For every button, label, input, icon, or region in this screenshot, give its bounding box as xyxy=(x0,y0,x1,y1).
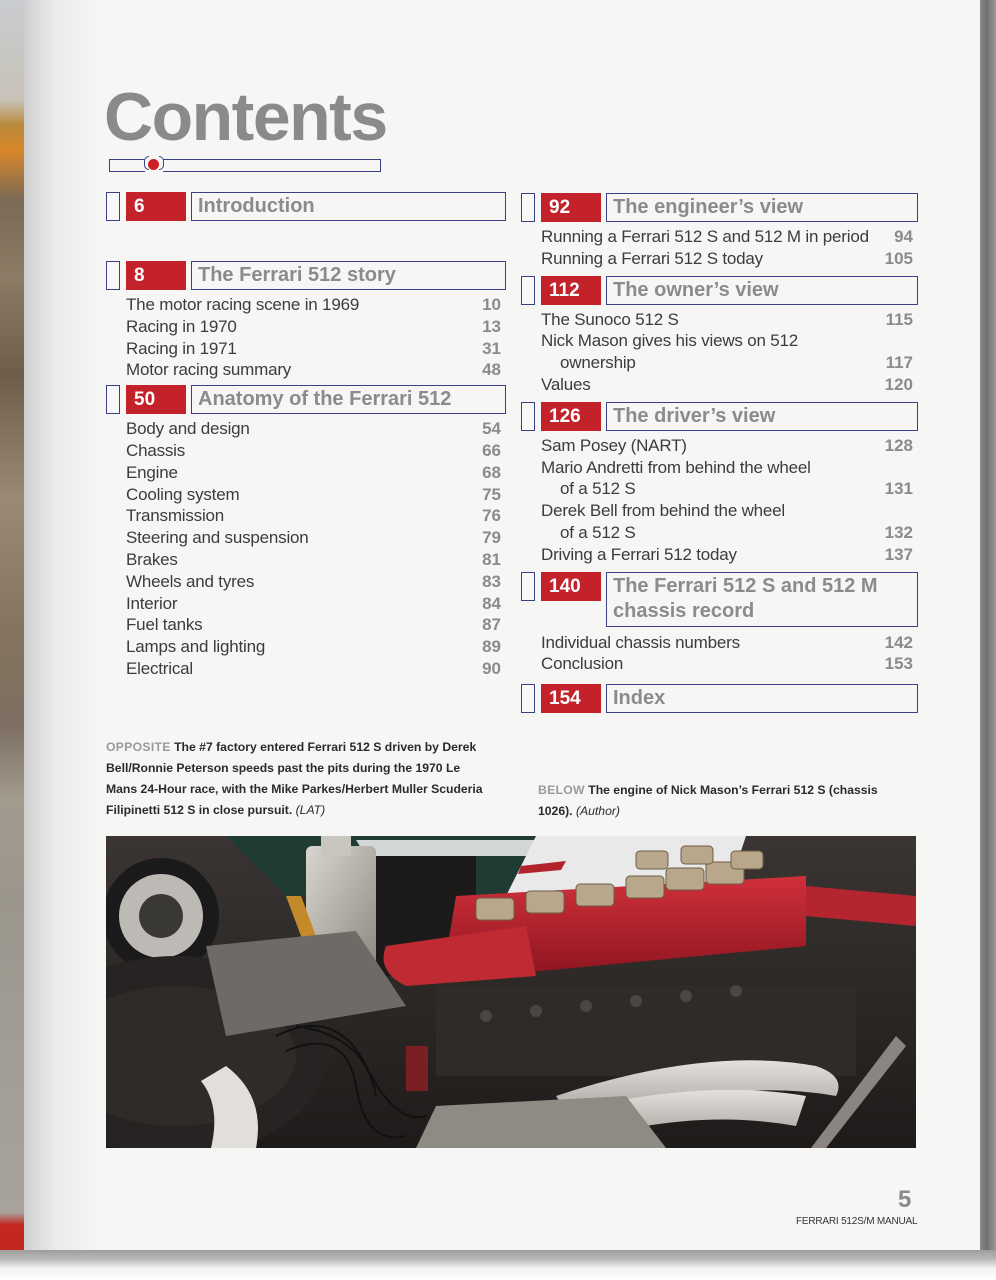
red-dot-icon xyxy=(148,159,159,170)
chapter-title: Anatomy of the Ferrari 512 xyxy=(191,385,506,414)
title-rule xyxy=(109,159,381,172)
toc-entry[interactable]: Conclusion 153 xyxy=(541,654,913,674)
toc-entry[interactable]: Interior 84 xyxy=(126,593,501,613)
page-title: Contents xyxy=(104,79,387,155)
toc-entry[interactable]: Electrical 90 xyxy=(126,658,501,678)
gutter-shade xyxy=(24,0,104,1250)
chapter-page-number: 50 xyxy=(126,385,186,414)
toc-entry[interactable]: Racing in 1970 13 xyxy=(126,316,501,336)
caption-text: The #7 factory entered Ferrari 512 S driven by Derek Bell/Ronnie Peterson speeds past the pits during the 1970 Le Mans 24-Hour race, with the Mike Parkes/Herbert Muller Scuderia Filipinetti 512 S in close pursuit. xyxy=(106,740,483,817)
toc-entry[interactable]: Nick Mason gives his views on 512 ownership 117 xyxy=(541,331,913,373)
chapter-entries xyxy=(521,226,918,270)
chapter-ferrari-512-story[interactable] xyxy=(106,261,506,290)
toc-entry[interactable]: Chassis 66 xyxy=(126,440,501,460)
chapter-stub xyxy=(521,276,535,305)
caption-credit: (LAT) xyxy=(295,803,326,817)
chapter-page-number: 126 xyxy=(541,402,601,431)
toc-entry[interactable]: Fuel tanks 87 xyxy=(126,615,501,635)
toc-entry[interactable]: Transmission 76 xyxy=(126,506,501,526)
chapter-page-number: 154 xyxy=(541,684,601,713)
toc-entry[interactable]: Body and design 54 xyxy=(126,419,501,439)
caption-below xyxy=(538,780,898,822)
toc-entry[interactable]: Lamps and lighting 89 xyxy=(126,637,501,657)
chapter-chassis-record[interactable] xyxy=(521,572,918,627)
toc-entry[interactable]: Driving a Ferrari 512 today 137 xyxy=(541,544,913,564)
facing-page-edge xyxy=(0,0,24,1250)
toc-entry[interactable]: Brakes 81 xyxy=(126,549,501,569)
chapter-stub xyxy=(106,385,120,414)
page-right-edge xyxy=(980,0,996,1258)
toc-entry[interactable]: Values 120 xyxy=(541,374,913,394)
toc-entry[interactable]: Mario Andretti from behind the wheel of a 512 S 131 xyxy=(541,457,913,499)
chapter-stub xyxy=(106,192,120,221)
title-rule-marker xyxy=(145,157,163,173)
chapter-stub xyxy=(521,684,535,713)
chapter-engineers-view[interactable] xyxy=(521,193,918,222)
toc-entry[interactable]: Running a Ferrari 512 S today 105 xyxy=(541,248,913,268)
caption-credit: (Author) xyxy=(575,804,620,818)
contents-left-column xyxy=(106,192,506,680)
chapter-title: The Ferrari 512 story xyxy=(191,261,506,290)
chapter-page-number: 112 xyxy=(541,276,601,305)
chapter-title: The driver’s view xyxy=(606,402,918,431)
toc-entry[interactable]: Engine 68 xyxy=(126,462,501,482)
contents-right-column xyxy=(521,193,918,713)
toc-entry[interactable]: The motor racing scene in 1969 10 xyxy=(126,295,501,314)
chapter-title: The Ferrari 512 S and 512 M chassis record xyxy=(606,572,918,627)
chapter-stub xyxy=(521,572,535,601)
chapter-entries xyxy=(521,632,918,676)
chapter-page-number: 8 xyxy=(126,261,186,290)
toc-entry[interactable]: The Sunoco 512 S 115 xyxy=(541,309,913,329)
toc-entry[interactable]: Derek Bell from behind the wheel of a 512 S 132 xyxy=(541,501,913,542)
toc-entry[interactable]: Individual chassis numbers 142 xyxy=(541,632,913,652)
toc-entry[interactable]: Racing in 1971 31 xyxy=(126,338,501,358)
chapter-page-number: 140 xyxy=(541,572,601,601)
chapter-entries xyxy=(106,294,506,381)
chapter-drivers-view[interactable] xyxy=(521,402,918,431)
chapter-stub xyxy=(521,193,535,222)
toc-entry[interactable]: Sam Posey (NART) 128 xyxy=(541,435,913,455)
chapter-anatomy[interactable] xyxy=(106,385,506,414)
running-footer: FERRARI 512S/M MANUAL xyxy=(796,1216,918,1227)
chapter-stub xyxy=(106,261,120,290)
chapter-index[interactable] xyxy=(521,684,918,713)
toc-entry[interactable]: Motor racing summary 48 xyxy=(126,360,501,380)
chapter-entries xyxy=(521,309,918,396)
chapter-introduction[interactable] xyxy=(106,192,506,221)
engine-photo xyxy=(106,836,916,1148)
caption-opposite xyxy=(106,737,486,821)
page-number: 5 xyxy=(898,1186,912,1213)
chapter-stub xyxy=(521,402,535,431)
chapter-title: The owner’s view xyxy=(606,276,918,305)
caption-keyword: OPPOSITE xyxy=(106,740,171,754)
chapter-page-number: 6 xyxy=(126,192,186,221)
chapter-owners-view[interactable] xyxy=(521,276,918,305)
chapter-title: Index xyxy=(606,684,918,713)
toc-entry[interactable]: Running a Ferrari 512 S and 512 M in period 94 xyxy=(541,227,913,246)
chapter-page-number: 92 xyxy=(541,193,601,222)
chapter-entries xyxy=(521,435,918,566)
toc-entry[interactable]: Cooling system 75 xyxy=(126,484,501,504)
chapter-title: The engineer’s view xyxy=(606,193,918,222)
toc-entry[interactable]: Steering and suspension 79 xyxy=(126,528,501,548)
toc-entry[interactable]: Wheels and tyres 83 xyxy=(126,571,501,591)
engine-photo-illustration xyxy=(106,836,916,1148)
caption-text: The engine of Nick Mason’s Ferrari 512 S (chassis 1026). xyxy=(538,783,878,818)
chapter-title: Introduction xyxy=(191,192,506,221)
chapter-entries xyxy=(106,418,506,680)
caption-keyword: BELOW xyxy=(538,783,585,797)
page-bottom-edge xyxy=(0,1250,996,1280)
